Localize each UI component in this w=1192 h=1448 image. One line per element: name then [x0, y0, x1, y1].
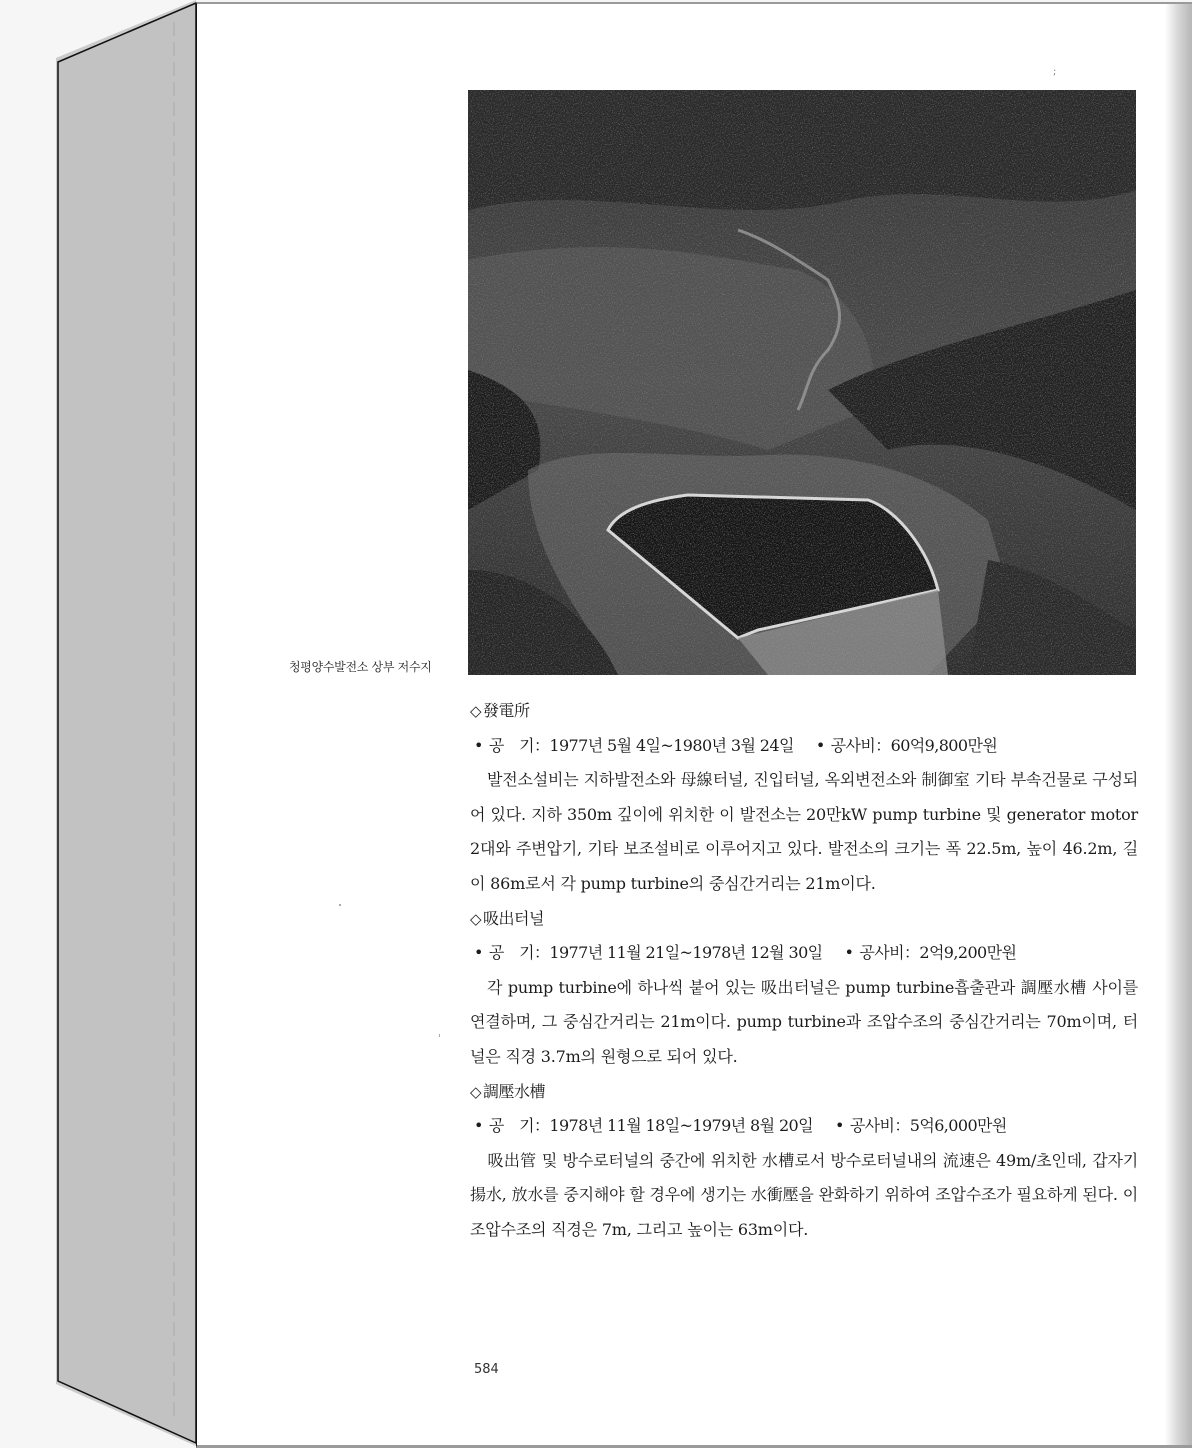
- colon: ：: [533, 735, 550, 755]
- section-paragraph: [470, 763, 1138, 901]
- colon: ：: [533, 943, 550, 963]
- book-cover-edge: [0, 0, 200, 1446]
- paragraph-text: 吸出管 및 방수로터널의 중간에 위치한 水槽로서 방수로터널내의 流速은 49m/초인데, 갑자기 揚水, 放水를 중지해야 할 경우에 생기는 水衝壓을 완화하기 위하여 조압수조가 필요하게 된다. 이 조압수조의 직경은 7m, 그리고 높이는 63m이다.: [470, 1150, 1138, 1239]
- section-paragraph: [470, 1144, 1138, 1248]
- cost-label: 공사비: [830, 735, 876, 755]
- section-draft-tunnel: [470, 902, 1138, 1075]
- ridge-far: [468, 90, 1136, 210]
- section-heading: [470, 694, 1138, 729]
- construction-cost: 60억9,800만원: [890, 735, 998, 755]
- period-label: 공 기: [488, 735, 534, 755]
- section-power-plant: [470, 694, 1138, 902]
- bullet-icon: •: [844, 943, 854, 963]
- diamond-icon: ◇: [470, 909, 482, 928]
- section-surge-tank: [470, 1075, 1138, 1248]
- bullet-icon: •: [474, 1116, 483, 1136]
- construction-meta: [470, 1109, 1138, 1144]
- photo-illustration: [468, 90, 1136, 675]
- colon: ：: [533, 1116, 550, 1136]
- photo-caption: 청평양수발전소 상부 저수지: [289, 660, 432, 674]
- construction-period: 1978년 11월 18일~1979년 8월 20일: [549, 1116, 813, 1136]
- book-page: [196, 2, 1192, 1448]
- colon: ：: [875, 735, 891, 755]
- bullet-icon: •: [474, 735, 483, 755]
- cost-label: 공사비: [849, 1116, 895, 1136]
- page-gutter-shadow: [1165, 4, 1192, 1445]
- period-label: 공 기: [488, 943, 534, 963]
- colon: ：: [894, 1116, 910, 1136]
- construction-period: 1977년 11월 21일~1978년 12월 30일: [549, 943, 823, 963]
- stray-ink-mark: ;: [1053, 66, 1057, 77]
- paragraph-text: 각 pump turbine에 하나씩 붙어 있는 吸出터널은 pump turbine흡출관과 調壓水槽 사이를 연결하며, 그 중심간거리는 21m이다. pump turbine과 조압수조의 중심간거리는 70m이며, 터널은 직경 3.7m의 원형으로 되어 있다.: [470, 977, 1138, 1066]
- period-label: 공 기: [488, 1116, 534, 1136]
- construction-meta: [470, 729, 1138, 764]
- reservoir-aerial-photo: [468, 90, 1136, 675]
- bullet-icon: •: [474, 943, 483, 963]
- diamond-icon: ◇: [470, 1082, 482, 1101]
- heading-text: 吸出터널: [483, 908, 544, 928]
- scan-speck: [439, 1034, 440, 1037]
- heading-text: 發電所: [483, 701, 530, 720]
- construction-period: 1977년 5월 4일~1980년 3월 24일: [549, 735, 794, 755]
- construction-meta: [470, 936, 1138, 971]
- page-number: 584: [474, 1362, 499, 1377]
- bullet-icon: •: [815, 735, 825, 755]
- body-text: [470, 694, 1138, 1248]
- scan-speck: [339, 904, 341, 906]
- construction-cost: 2억9,200만원: [919, 943, 1017, 963]
- colon: ：: [903, 943, 920, 963]
- construction-cost: 5억6,000만원: [909, 1116, 1007, 1136]
- diamond-icon: ◇: [470, 702, 482, 720]
- section-heading: [470, 1075, 1138, 1110]
- section-heading: [470, 902, 1138, 937]
- heading-text: 調壓水槽: [483, 1081, 546, 1101]
- book-cover-face: [58, 3, 196, 1443]
- bullet-icon: •: [834, 1116, 844, 1136]
- paragraph-text: 발전소설비는 지하발전소와 母線터널, 진입터널, 옥외변전소와 制御室 기타 부속건물로 구성되어 있다. 지하 350m 깊이에 위치한 이 발전소는 20만kW pump turbine 및 generator motor 2대와 주변압기, 기타 보조설비로 이루어지고 있다. 발전소의 크기는 폭 22.5m, 높이 46.2m, 길이 86m로서 각 pump turbine의 중심간거리는 21m이다.: [470, 770, 1138, 893]
- cost-label: 공사비: [859, 943, 904, 963]
- section-paragraph: [470, 971, 1138, 1075]
